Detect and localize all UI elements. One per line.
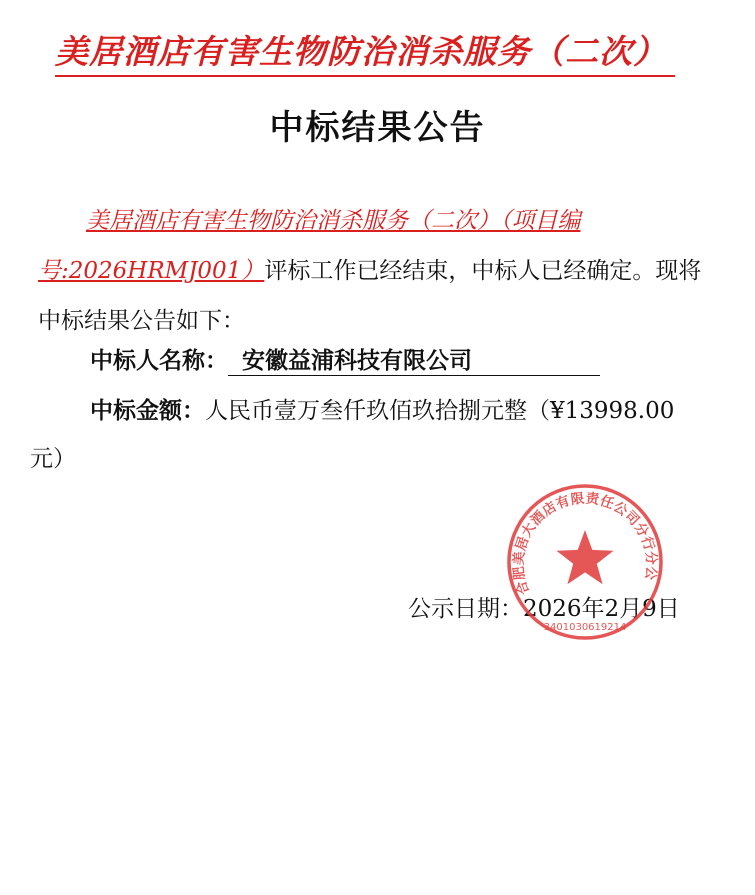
- red-title: 美居酒店有害生物防治消杀服务（二次）: [55, 26, 675, 77]
- winner-label: 中标人名称：: [90, 347, 228, 374]
- announcement-paragraph: [38, 196, 718, 346]
- amount-label: 中标金额：: [90, 397, 205, 424]
- date-label: 公示日期：: [408, 596, 523, 622]
- amount-value-continued: 元）: [30, 446, 76, 472]
- seal-code: 3401030619214: [543, 622, 627, 633]
- amount-row: [90, 392, 674, 425]
- seal-star-icon: [557, 530, 614, 584]
- announcement-text: 评标工作已经结束，中标人已经确定。现将中标结果公告如下：: [38, 258, 702, 334]
- amount-value: 人民币壹万叁仟玖佰玖拾捌元整（¥13998.00: [205, 398, 675, 424]
- project-reference: 美居酒店有害生物防治消杀服务（二次）（项目编号:2026HRMJ001）: [38, 208, 581, 284]
- date-value: 2026年2月9日: [523, 596, 680, 622]
- winner-row: [90, 342, 600, 376]
- winner-value: 安徽益浦科技有限公司: [228, 342, 600, 376]
- company-seal-stamp: [505, 482, 665, 642]
- seal-ring-text: 合肥美居大酒店有限责任公司分行分公: [510, 490, 660, 597]
- page-title: 中标结果公告: [269, 108, 486, 148]
